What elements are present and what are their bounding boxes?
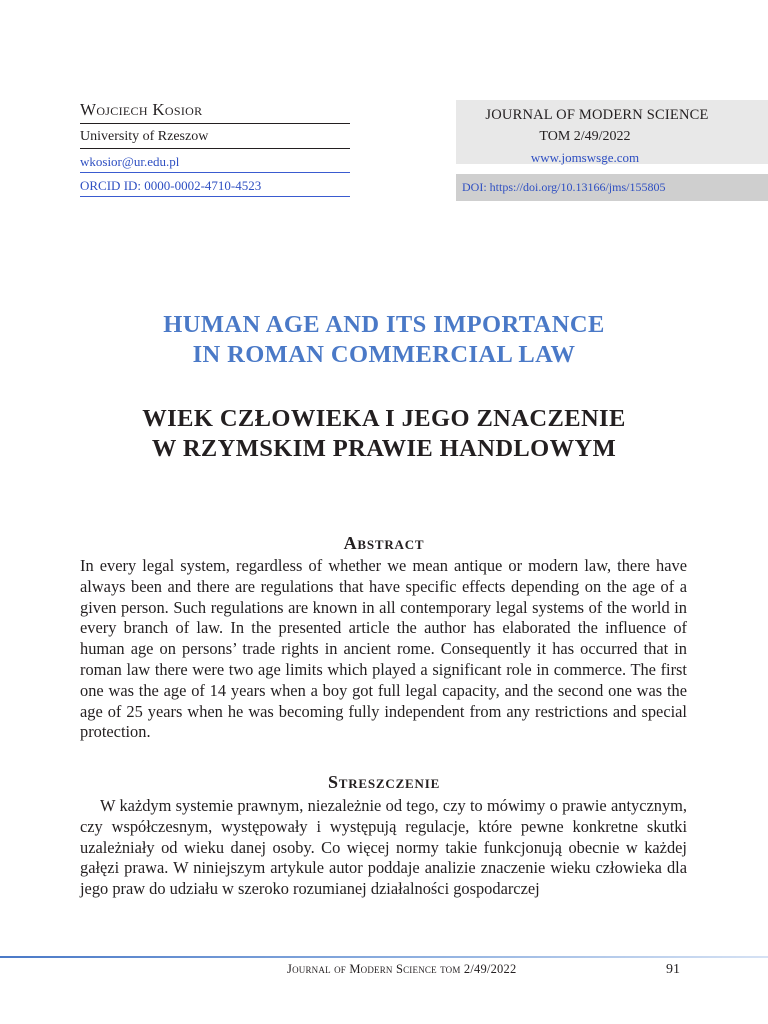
author-name: Wojciech Kosior	[80, 100, 350, 124]
author-affiliation: University of Rzeszow	[80, 124, 350, 149]
abstract-heading: Abstract	[343, 533, 425, 553]
title-en-line-2: IN ROMAN COMMERCIAL LAW	[192, 341, 576, 368]
doi-link[interactable]: DOI: https://doi.org/10.13166/jms/155805	[456, 174, 768, 201]
streszczenie-body	[80, 796, 687, 900]
abstract-text: In every legal system, regardless of whether we mean antique or modern law, there have always been and there are regulations that have specific effects depending on the age of a given person. Such regulations are known in all contemporary legal systems of the world in every branch of law. In the presented article the author has elaborated the influence of human age on persons’ trade rights in ancient rome. Consequently it has occurred that in roman law there were two age limits which played a significant role in commerce. The first one was the age of 14 years when a boy got full legal capacity, and the second one was the age of 25 years when he was becoming fully independent from any restrictions and special protection.	[80, 556, 687, 742]
streszczenie-text: W każdym systemie prawnym, niezależnie od tego, czy to mówimy o prawie antycznym, czy współczesnym, występowały i występują regulacje, które pewne konkretne skutki uzależniały od wieku danej osoby. Co więcej normy takie funkcjonują obecnie w każdej gałęzi prawa. W niniejszym artykule autor poddaje analizie znaczenie wieku człowieka dla jego praw do udziału w szeroko rozumianej działalności gospodarczej	[80, 796, 687, 899]
title-pl-line-1: WIEK CZŁOWIEKA I JEGO ZNACZENIE	[142, 405, 626, 432]
author-orcid-link[interactable]: ORCID ID: 0000-0002-4710-4523	[80, 173, 350, 197]
journal-website-link[interactable]: www.jomswsge.com	[530, 150, 640, 165]
article-title-polish	[0, 404, 768, 464]
footer-divider	[0, 956, 768, 958]
footer-journal-name: Journal of Modern Science tom 2/49/2022	[287, 962, 517, 976]
title-pl-line-2: W RZYMSKIM PRAWIE HANDLOWYM	[151, 435, 617, 462]
author-block	[80, 100, 350, 197]
article-title-english	[0, 310, 768, 370]
author-email-link[interactable]: wkosior@ur.edu.pl	[80, 149, 350, 173]
abstract-body	[80, 556, 687, 743]
page-number: 91	[666, 962, 680, 977]
title-en-line-1: HUMAN AGE AND ITS IMPORTANCE	[163, 311, 605, 338]
journal-title: JOURNAL OF MODERN SCIENCE	[485, 107, 709, 123]
streszczenie-heading: Streszczenie	[327, 772, 441, 792]
journal-info-box	[456, 100, 768, 201]
journal-header	[456, 100, 768, 164]
journal-volume: TOM 2/49/2022	[539, 129, 631, 144]
